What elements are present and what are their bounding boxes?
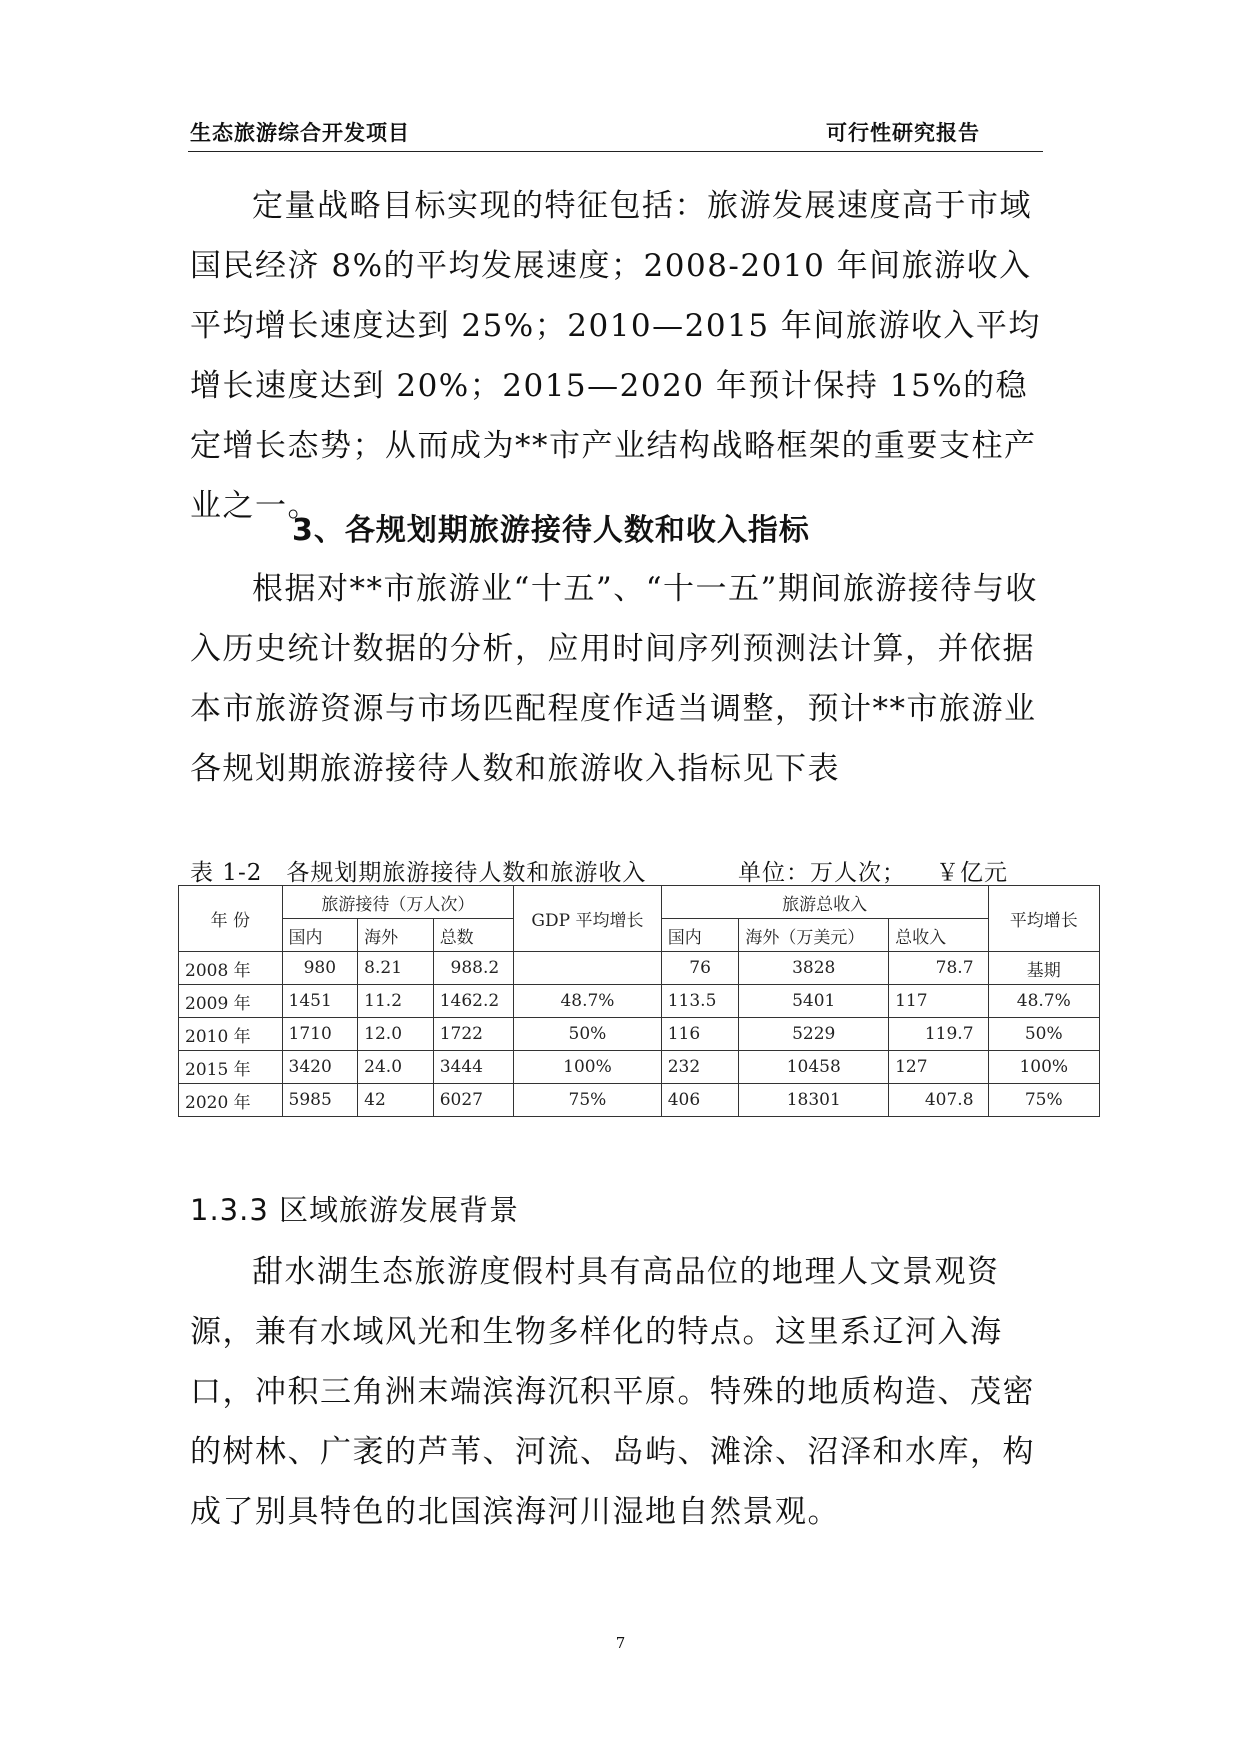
table-caption-units: 单位：万人次；	[738, 860, 906, 886]
cell-year: 2020 年	[179, 1084, 283, 1117]
cell-rev-overseas: 5401	[739, 985, 889, 1018]
cell-year: 2008 年	[179, 952, 283, 985]
paragraph-forecast-method	[190, 559, 1060, 799]
cell-rev-total: 119.7	[889, 1018, 988, 1051]
cell-gdp: 75%	[514, 1084, 662, 1117]
table-row	[179, 1051, 1100, 1084]
section-heading: 3、各规划期旅游接待人数和收入指标	[292, 513, 810, 548]
cell-gdp	[514, 952, 662, 985]
cell-rev-domestic: 76	[661, 952, 739, 985]
header-total: 总数	[433, 919, 513, 952]
cell-total: 3444	[433, 1051, 513, 1084]
cell-rev-overseas: 5229	[739, 1018, 889, 1051]
table-row	[179, 1018, 1100, 1051]
table-row	[179, 985, 1100, 1018]
table-caption-title: 表 1-2 各规划期旅游接待人数和旅游收入	[190, 860, 647, 886]
cell-overseas: 8.21	[358, 952, 434, 985]
cell-overseas: 11.2	[358, 985, 434, 1018]
cell-domestic: 1710	[282, 1018, 358, 1051]
cell-avg: 100%	[988, 1051, 1099, 1084]
cell-total: 1722	[433, 1018, 513, 1051]
cell-overseas: 42	[358, 1084, 434, 1117]
header-report-type: 可行性研究报告	[826, 121, 980, 145]
cell-rev-domestic: 232	[661, 1051, 739, 1084]
header-project-title: 生态旅游综合开发项目	[190, 121, 410, 145]
cell-rev-overseas: 10458	[739, 1051, 889, 1084]
cell-gdp: 48.7%	[514, 985, 662, 1018]
header-avg-growth: 平均增长	[988, 886, 1099, 952]
table-header-row	[179, 886, 1100, 919]
tourism-forecast-table	[178, 885, 1100, 1117]
cell-rev-total: 78.7	[889, 952, 988, 985]
cell-total: 1462.2	[433, 985, 513, 1018]
paragraph-text: 甜水湖生态旅游度假村具有高品位的地理人文景观资源，兼有水域风光和生物多样化的特点。这里系辽河入海口，冲积三角洲末端滨海沉积平原。特殊的地质构造、茂密的树林、广袤的芦苇、河流、岛屿、滩涂、沼泽和水库，构成了别具特色的北国滨海河川湿地自然景观。	[190, 1254, 1035, 1530]
paragraph-text: 定量战略目标实现的特征包括：旅游发展速度高于市域国民经济 8%的平均发展速度；2008-2010 年间旅游收入平均增长速度达到 25%；2010—2015 年间旅游收入平均增长速度达到 20%；2015—2020 年预计保持 15%的稳定增长态势；从而成为**市产业结构战略框架的重要支柱产业之一。	[190, 188, 1041, 524]
cell-rev-domestic: 113.5	[661, 985, 739, 1018]
header-domestic: 国内	[282, 919, 358, 952]
paragraph-strategic-targets	[190, 176, 1060, 536]
cell-overseas: 24.0	[358, 1051, 434, 1084]
table-caption	[190, 854, 1070, 887]
cell-year: 2010 年	[179, 1018, 283, 1051]
header-rev-overseas: 海外（万美元）	[739, 919, 889, 952]
paragraph-regional-background	[190, 1242, 1060, 1542]
cell-rev-domestic: 116	[661, 1018, 739, 1051]
subsection-heading: 1.3.3 区域旅游发展背景	[190, 1193, 520, 1227]
cell-domestic: 3420	[282, 1051, 358, 1084]
header-revenue: 旅游总收入	[661, 886, 988, 919]
cell-year: 2015 年	[179, 1051, 283, 1084]
header-rev-domestic: 国内	[661, 919, 739, 952]
header-reception: 旅游接待（万人次）	[282, 886, 514, 919]
cell-rev-total: 127	[889, 1051, 988, 1084]
cell-rev-domestic: 406	[661, 1084, 739, 1117]
cell-total: 6027	[433, 1084, 513, 1117]
page-number: 7	[615, 1634, 626, 1652]
table-caption-currency: ￥亿元	[936, 860, 1008, 886]
cell-rev-overseas: 3828	[739, 952, 889, 985]
cell-rev-total: 407.8	[889, 1084, 988, 1117]
header-divider	[188, 151, 1043, 152]
cell-gdp: 100%	[514, 1051, 662, 1084]
header-gdp-growth: GDP 平均增长	[514, 886, 662, 952]
cell-rev-total: 117	[889, 985, 988, 1018]
header-year: 年 份	[179, 886, 283, 952]
cell-gdp: 50%	[514, 1018, 662, 1051]
paragraph-text: 根据对**市旅游业“十五”、“十一五”期间旅游接待与收入历史统计数据的分析，应用时间序列预测法计算，并依据本市旅游资源与市场匹配程度作适当调整，预计**市旅游业各规划期旅游接待人数和旅游收入指标见下表	[190, 571, 1038, 787]
cell-avg: 48.7%	[988, 985, 1099, 1018]
cell-rev-overseas: 18301	[739, 1084, 889, 1117]
cell-domestic: 980	[282, 952, 358, 985]
table-row	[179, 1084, 1100, 1117]
cell-domestic: 5985	[282, 1084, 358, 1117]
cell-avg: 基期	[988, 952, 1099, 985]
header-rev-total: 总收入	[889, 919, 988, 952]
cell-year: 2009 年	[179, 985, 283, 1018]
cell-domestic: 1451	[282, 985, 358, 1018]
cell-avg: 50%	[988, 1018, 1099, 1051]
cell-overseas: 12.0	[358, 1018, 434, 1051]
cell-avg: 75%	[988, 1084, 1099, 1117]
header-overseas: 海外	[358, 919, 434, 952]
cell-total: 988.2	[433, 952, 513, 985]
table-row	[179, 952, 1100, 985]
